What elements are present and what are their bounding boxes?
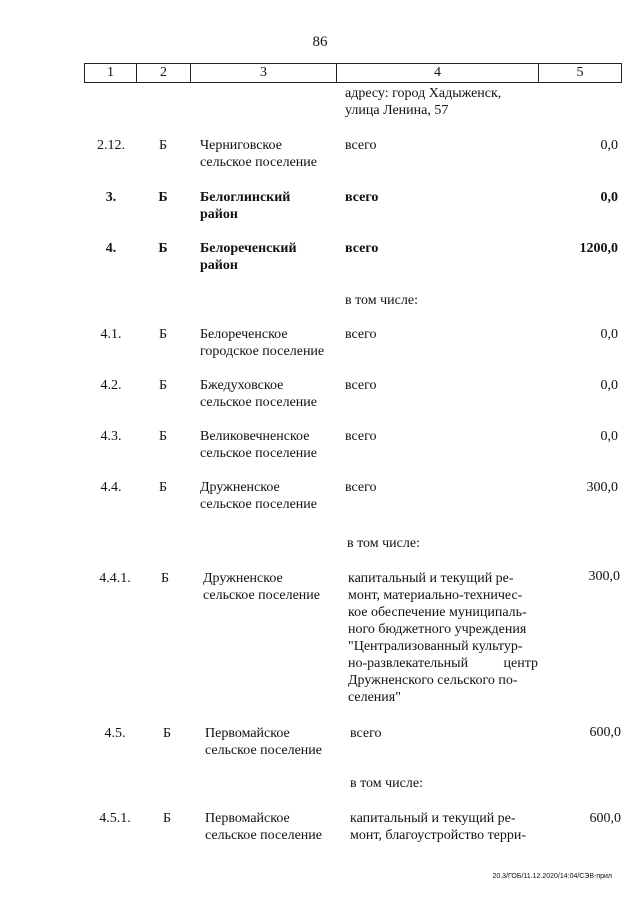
row-group-4-5-1: Б	[162, 811, 172, 826]
in-that-number-label: в том числе:	[345, 293, 418, 308]
row-name-4-5	[205, 725, 345, 759]
row-name-line: сельское поселение	[200, 155, 317, 170]
row-desc-4-4: всего	[345, 480, 377, 495]
row-desc-line: монт, благоустройство терри-	[350, 828, 527, 843]
row-number-4-4: 4.4.	[100, 480, 122, 495]
row-number-4-2: 4.2.	[100, 378, 122, 393]
row-amount-4-3: 0,0	[600, 429, 618, 444]
row-number-4-5-1: 4.5.1.	[99, 811, 131, 826]
row-desc-4-5-1	[350, 810, 540, 844]
row-desc-line: "Централизованный культур-	[348, 639, 523, 654]
in-that-number-label: в том числе:	[350, 776, 423, 791]
column-header-1: 1	[85, 64, 137, 82]
row-name-line: район	[200, 258, 238, 273]
row-group-4: Б	[158, 241, 168, 256]
row-group-4-4-1: Б	[160, 571, 170, 586]
address-continuation	[345, 85, 535, 119]
row-desc-4-2: всего	[345, 378, 377, 393]
table-header-row	[84, 63, 622, 83]
row-desc-3: всего	[345, 190, 379, 205]
row-amount-4: 1200,0	[579, 241, 618, 256]
row-amount-3: 0,0	[600, 190, 618, 205]
row-name-line: Великовечненское	[200, 429, 310, 444]
row-desc-line: ного бюджетного учреждения	[348, 622, 527, 637]
row-name-2-12	[200, 137, 340, 171]
row-desc-4-5: всего	[350, 726, 382, 741]
row-name-line: Дружненское	[203, 571, 283, 586]
row-name-line: сельское поселение	[205, 743, 322, 758]
row-name-4-3	[200, 428, 340, 462]
row-group-4-4: Б	[158, 480, 168, 495]
row-name-line: сельское поселение	[203, 588, 320, 603]
row-name-line: Бжедуховское	[200, 378, 284, 393]
row-number-2-12: 2.12.	[97, 138, 125, 153]
row-amount-4-5-1: 600,0	[589, 811, 621, 826]
row-desc-4-1: всего	[345, 327, 377, 342]
row-name-4-4	[200, 479, 340, 513]
row-group-4-3: Б	[158, 429, 168, 444]
row-group-2-12: Б	[158, 138, 168, 153]
row-name-line: сельское поселение	[200, 395, 317, 410]
column-header-5: 5	[576, 65, 584, 80]
row-name-line: сельское поселение	[200, 497, 317, 512]
footer-stamp: 20.3/ГОБ/11.12.2020/14:04/СЭВ-прил	[492, 873, 612, 880]
row-amount-4-4-1: 300,0	[588, 569, 620, 584]
row-amount-4-2: 0,0	[600, 378, 618, 393]
row-amount-4-4: 300,0	[586, 480, 618, 495]
row-name-line: Черниговское	[200, 138, 282, 153]
row-group-3: Б	[158, 190, 168, 205]
row-desc-4-3: всего	[345, 429, 377, 444]
row-amount-2-12: 0,0	[600, 138, 618, 153]
row-name-4-1	[200, 326, 340, 360]
row-desc-line: но-развлекательный центр	[348, 656, 538, 671]
row-desc-line: селения"	[348, 690, 401, 705]
column-header-3: 3	[191, 64, 337, 82]
row-name-4-4-1	[203, 570, 343, 604]
row-name-line: городское поселение	[200, 344, 325, 359]
row-desc-line: капитальный и текущий ре-	[348, 571, 514, 586]
row-desc-line: капитальный и текущий ре-	[350, 811, 516, 826]
row-name-3	[200, 189, 340, 223]
row-name-line: Белореченское	[200, 327, 288, 342]
row-name-line: сельское поселение	[200, 446, 317, 461]
row-desc-line: монт, материально-техничес-	[348, 588, 523, 603]
row-name-4	[200, 240, 340, 274]
page-number: 86	[312, 34, 328, 50]
row-name-4-2	[200, 377, 340, 411]
row-name-line: Дружненское	[200, 480, 280, 495]
column-header-4: 4	[337, 64, 539, 82]
row-name-4-5-1	[205, 810, 345, 844]
row-number-3: 3.	[105, 190, 117, 205]
row-desc-line: кое обеспечение муниципаль-	[348, 605, 527, 620]
row-name-line: сельское поселение	[205, 828, 322, 843]
row-number-4-4-1: 4.4.1.	[99, 571, 131, 586]
row-number-4: 4.	[105, 241, 117, 256]
column-header-2: 2	[137, 64, 191, 82]
row-desc-4-4-1	[348, 570, 538, 706]
row-name-line: Первомайское	[205, 811, 290, 826]
row-group-4-1: Б	[158, 327, 168, 342]
row-name-line: Белоглинский	[200, 190, 291, 205]
row-group-4-2: Б	[158, 378, 168, 393]
row-number-4-1: 4.1.	[100, 327, 122, 342]
address-line-1: адресу: город Хадыженск,	[345, 86, 502, 101]
row-desc-2-12: всего	[345, 138, 377, 153]
row-name-line: район	[200, 207, 238, 222]
address-line-2: улица Ленина, 57	[345, 103, 449, 118]
row-name-line: Белореченский	[200, 241, 297, 256]
in-that-number-label: в том числе:	[347, 536, 420, 551]
row-desc-4: всего	[345, 241, 379, 256]
row-group-4-5: Б	[162, 726, 172, 741]
row-number-4-3: 4.3.	[100, 429, 122, 444]
row-desc-line: Дружненского сельского по-	[348, 673, 518, 688]
row-number-4-5: 4.5.	[104, 726, 126, 741]
row-amount-4-5: 600,0	[589, 725, 621, 740]
row-name-line: Первомайское	[205, 726, 290, 741]
row-amount-4-1: 0,0	[600, 327, 618, 342]
